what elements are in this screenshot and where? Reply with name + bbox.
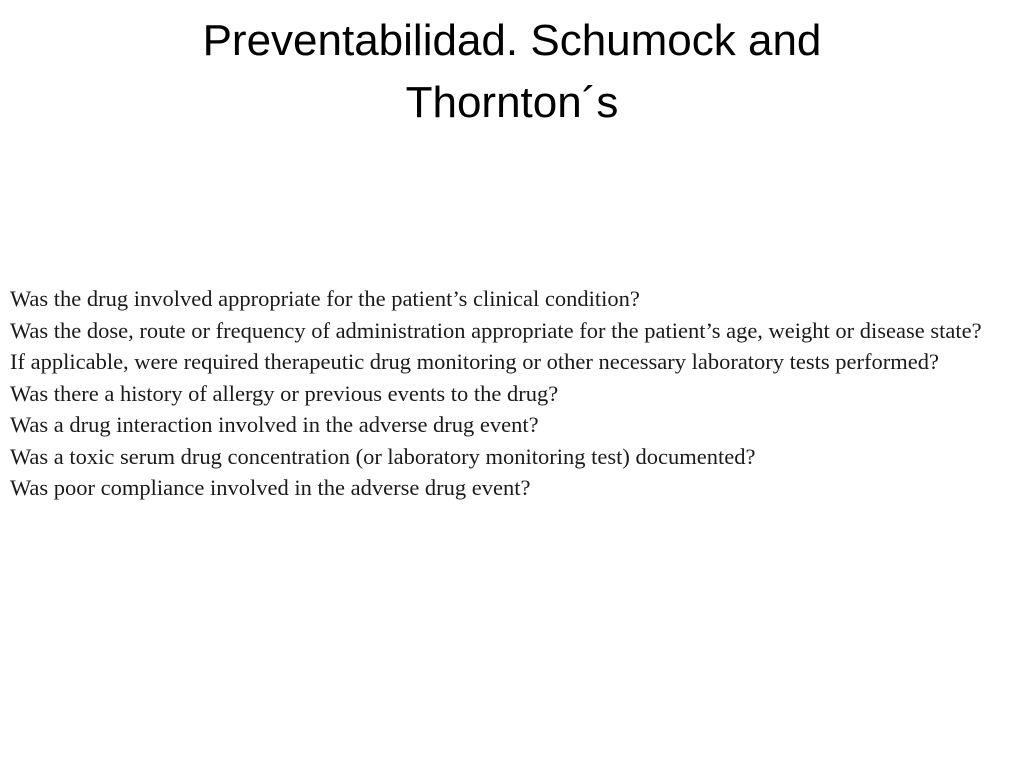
question-item: Was a toxic serum drug concentration (or laboratory monitoring test) documented? bbox=[10, 443, 756, 469]
question-item: If applicable, were required therapeutic drug monitoring or other necessary laboratory tests performed? bbox=[10, 349, 939, 374]
question-item: Was poor compliance involved in the adverse drug event? bbox=[10, 475, 531, 500]
slide-title bbox=[0, 10, 1024, 134]
question-list bbox=[10, 283, 1015, 504]
question-item: Was the drug involved appropriate for the patient’s clinical condition? bbox=[10, 286, 640, 311]
question-item: Was the dose, route or frequency of administration appropriate for the patient’s age, weight or disease state? bbox=[10, 317, 982, 343]
question-item: Was there a history of allergy or previous events to the drug? bbox=[10, 380, 559, 406]
slide-title-line-2: Thornton´s bbox=[405, 78, 619, 127]
slide-title-line-1: Preventabilidad. Schumock and bbox=[202, 16, 822, 65]
question-item: Was a drug interaction involved in the adverse drug event? bbox=[10, 412, 539, 437]
